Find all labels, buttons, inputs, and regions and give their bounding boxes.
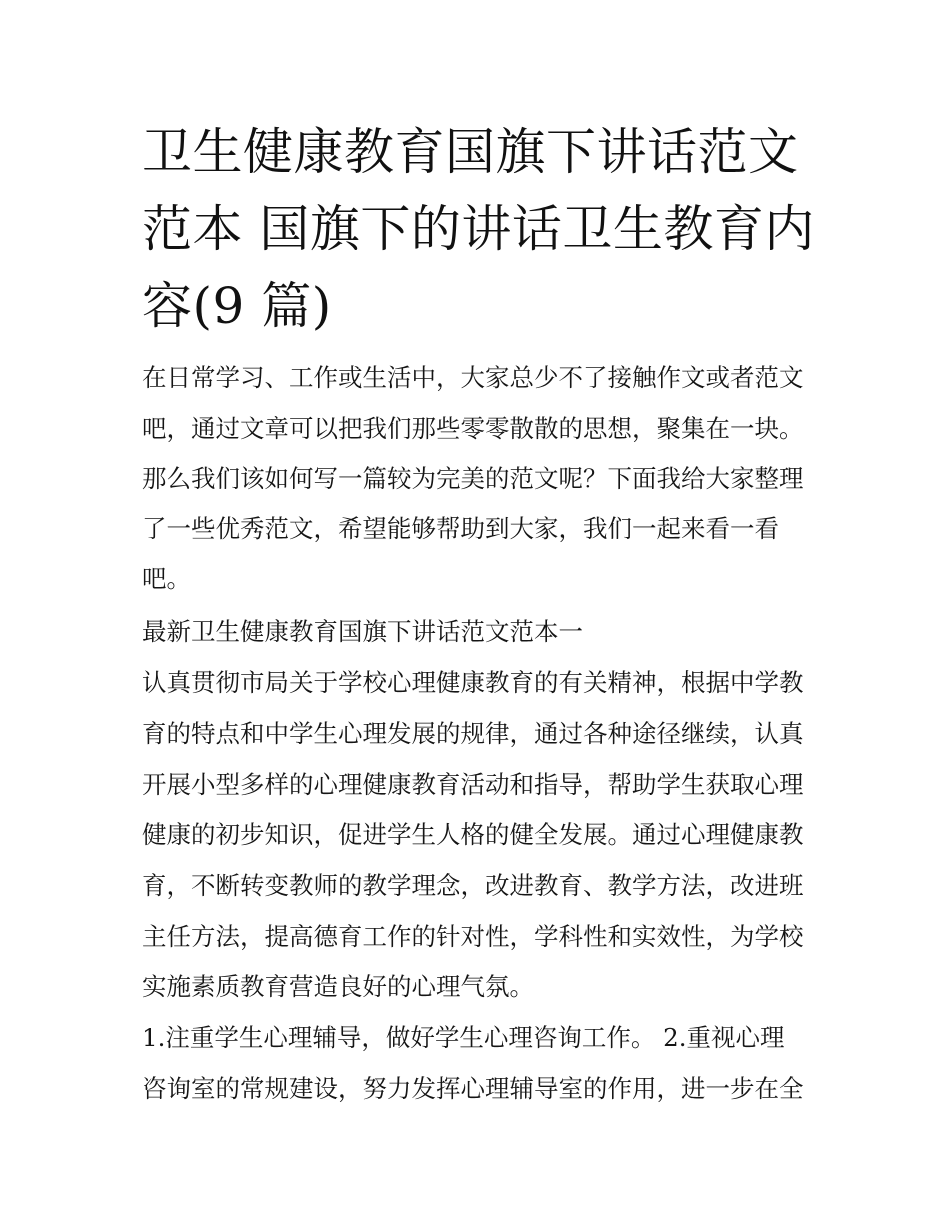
document-title bbox=[142, 114, 822, 345]
body-line-8: 1.注重学生心理辅导，做好学生心理咨询工作。 2.重视心理 bbox=[142, 1023, 785, 1052]
body-line-1: 认真贯彻市局关于学校心理健康教育的有关精神，根据中学教 bbox=[142, 668, 804, 697]
title-line-2: 范本 国旗下的讲话卫生教育内 bbox=[142, 200, 815, 258]
intro-line-4: 了一些优秀范文，希望能够帮助到大家，我们一起来看一看 bbox=[142, 514, 779, 543]
body-line-2: 育的特点和中学生心理发展的规律，通过各种途径继续，认真 bbox=[142, 719, 804, 748]
body-line-9: 咨询室的常规建设，努力发挥心理辅导室的作用，进一步在全 bbox=[142, 1074, 804, 1103]
intro-line-2: 吧，通过文章可以把我们那些零零散散的思想，聚集在一块。 bbox=[142, 414, 804, 443]
body-line-6: 主任方法，提高德育工作的针对性，学科性和实效性，为学校 bbox=[142, 922, 804, 951]
body-line-7: 实施素质教育营造良好的心理气氛。 bbox=[142, 972, 534, 1001]
section-heading: 最新卫生健康教育国旗下讲话范文范本一 bbox=[142, 617, 583, 646]
body-line-5: 育，不断转变教师的教学理念，改进教育、教学方法，改进班 bbox=[142, 871, 804, 900]
intro-line-5: 吧。 bbox=[142, 564, 191, 593]
title-line-1: 卫生健康教育国旗下讲话范文 bbox=[142, 123, 799, 181]
body-line-4: 健康的初步知识，促进学生人格的健全发展。通过心理健康教 bbox=[142, 820, 804, 849]
intro-line-3: 那么我们该如何写一篇较为完美的范文呢？下面我给大家整理 bbox=[142, 464, 804, 493]
title-line-3: 容(9 篇) bbox=[142, 277, 332, 335]
intro-line-1: 在日常学习、工作或生活中，大家总少不了接触作文或者范文 bbox=[142, 363, 804, 392]
body-line-3: 开展小型多样的心理健康教育活动和指导，帮助学生获取心理 bbox=[142, 770, 804, 799]
